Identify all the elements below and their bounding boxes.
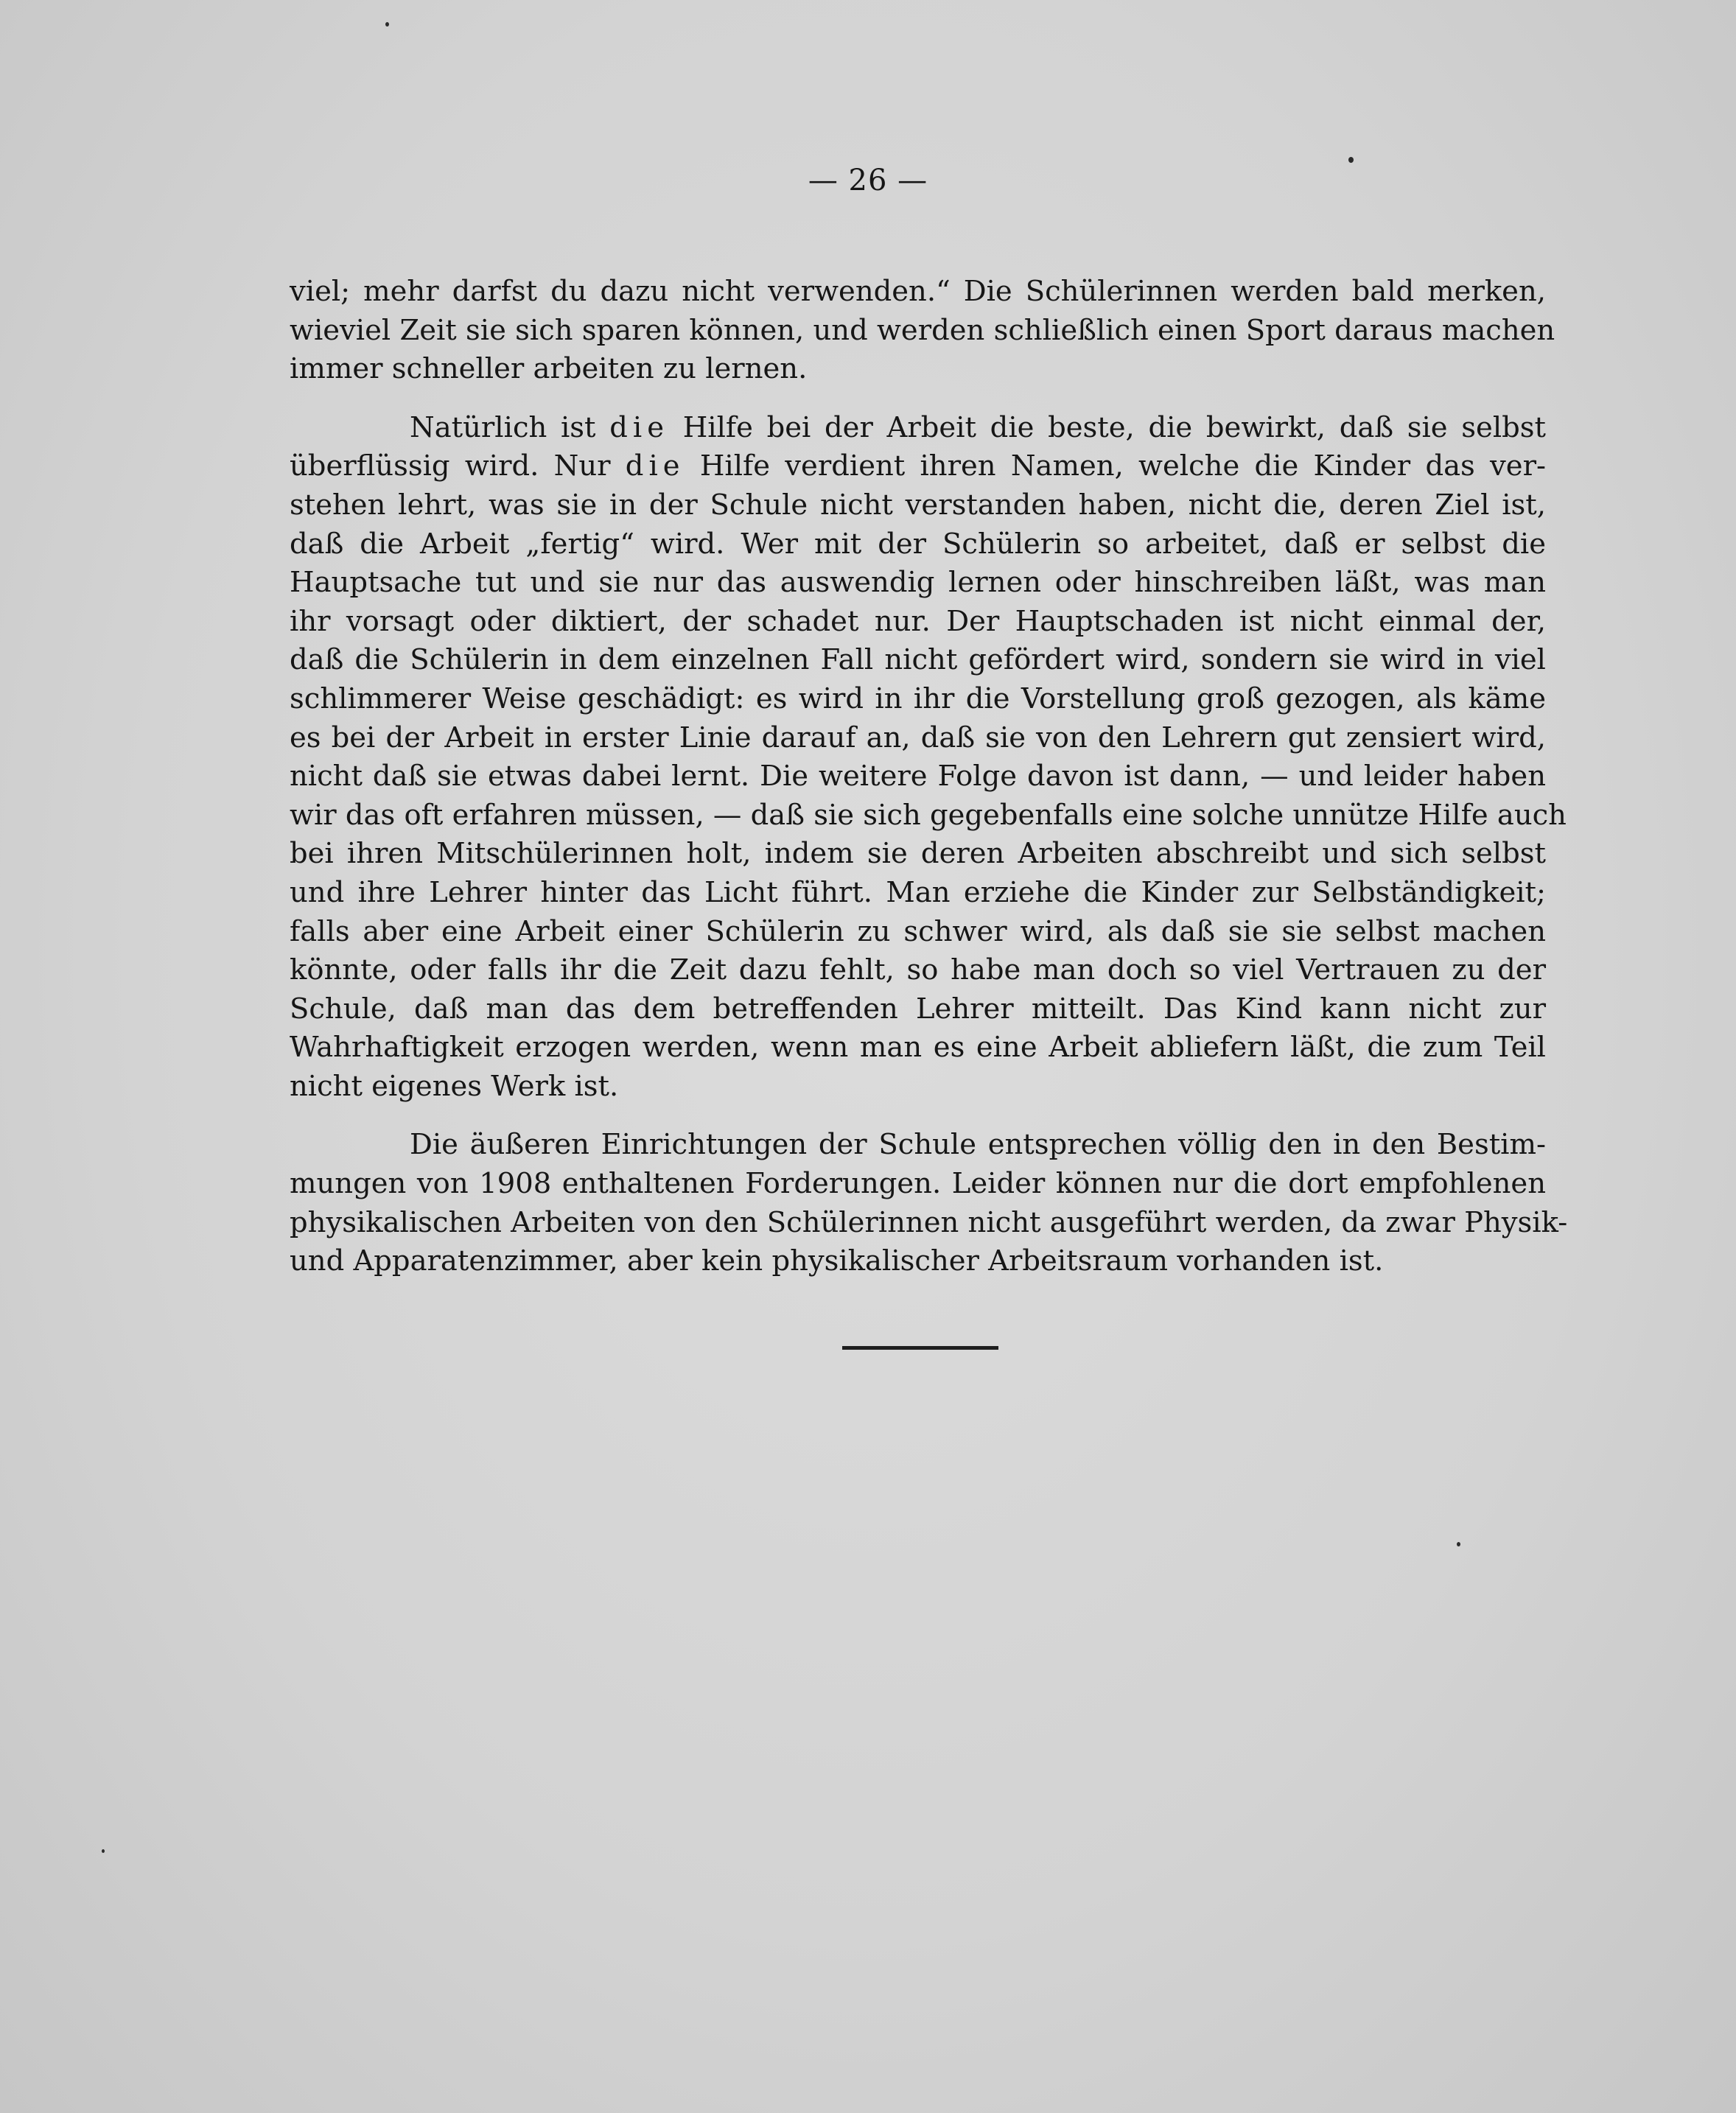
text-line: viel; mehr darfst du dazu nicht verwenden.“ Die Schülerinnen werden bald merken,	[290, 275, 1546, 308]
text-line: es bei der Arbeit in erster Linie darauf an, daß sie von den Lehrern gut zensiert wird,	[290, 721, 1546, 754]
text-segment: Hilfe bei der Arbeit die beste, die bewirkt, daß sie selbst	[682, 410, 1547, 444]
paragraph	[290, 273, 1555, 389]
ink-speck	[385, 22, 389, 27]
ink-speck	[1348, 157, 1354, 163]
text-line: wieviel Zeit sie sich sparen können, und werden schließlich einen Sport daraus machen	[290, 313, 1555, 347]
text-line: daß die Schülerin in dem einzelnen Fall nicht gefördert wird, sondern sie wird in viel	[290, 643, 1546, 677]
text-line: falls aber eine Arbeit einer Schülerin zu schwer wird, als daß sie sie selbst machen	[290, 914, 1546, 948]
text-line: Wahrhaftigkeit erzogen werden, wenn man es eine Arbeit abliefern läßt, die zum Teil	[290, 1031, 1546, 1065]
text-line: ihr vorsagt oder diktiert, der schadet nur. Der Hauptschaden ist nicht einmal der,	[290, 604, 1546, 638]
text-line	[290, 409, 1546, 448]
paragraph	[290, 1126, 1568, 1280]
section-end-rule	[842, 1346, 998, 1350]
emphasized-word: die	[609, 410, 669, 444]
text-line: Die äußeren Einrichtungen der Schule entsprechen völlig den in den Bestim-	[410, 1128, 1546, 1162]
ink-speck	[102, 1849, 105, 1853]
paragraph	[290, 409, 1567, 1107]
text-line: daß die Arbeit „fertig“ wird. Wer mit der Schülerin so arbeitet, daß er selbst die	[290, 527, 1546, 561]
text-line: könnte, oder falls ihr die Zeit dazu fehlt, so habe man doch so viel Vertrauen zu der	[290, 953, 1546, 987]
text-line: nicht eigenes Werk ist.	[290, 1069, 619, 1103]
text-segment: Natürlich ist	[410, 410, 596, 444]
emphasized-word: die	[625, 449, 685, 483]
text-line: schlimmerer Weise geschädigt: es wird in ihr die Vorstellung groß gezogen, als käme	[290, 681, 1546, 715]
text-line: immer schneller arbeiten zu lernen.	[290, 352, 808, 386]
text-line: bei ihren Mitschülerinnen holt, indem sie deren Arbeiten abschreibt und sich selbst	[290, 837, 1546, 871]
text-line: stehen lehrt, was sie in der Schule nicht verstanden haben, nicht die, deren Ziel ist,	[290, 488, 1546, 522]
text-line: und Apparatenzimmer, aber kein physikalischer Arbeitsraum vorhanden ist.	[290, 1244, 1384, 1278]
text-line: physikalischen Arbeiten von den Schülerinnen nicht ausgeführt werden, da zwar Physik-	[290, 1205, 1568, 1239]
ink-speck	[1457, 1542, 1460, 1546]
text-segment: Hilfe verdient ihren Namen, welche die Kinder das ver-	[699, 449, 1547, 483]
page-number: — 26 —	[808, 164, 928, 197]
body-text	[290, 273, 1568, 1281]
text-segment: überflüssig wird. Nur	[290, 449, 611, 483]
text-line: Schule, daß man das dem betreffenden Lehrer mitteilt. Das Kind kann nicht zur	[290, 992, 1546, 1026]
text-line: und ihre Lehrer hinter das Licht führt. Man erziehe die Kinder zur Selbständigkeit;	[290, 875, 1546, 909]
text-line	[290, 447, 1546, 486]
text-line: nicht daß sie etwas dabei lernt. Die weitere Folge davon ist dann, — und leider haben	[290, 760, 1546, 793]
text-line: wir das oft erfahren müssen, — daß sie sich gegebenfalls eine solche unnütze Hilfe auch	[290, 798, 1567, 832]
text-line: mungen von 1908 enthaltenen Forderungen. Leider können nur die dort empfohlenen	[290, 1167, 1546, 1201]
text-line: Hauptsache tut und sie nur das auswendig lernen oder hinschreiben läßt, was man	[290, 566, 1546, 600]
